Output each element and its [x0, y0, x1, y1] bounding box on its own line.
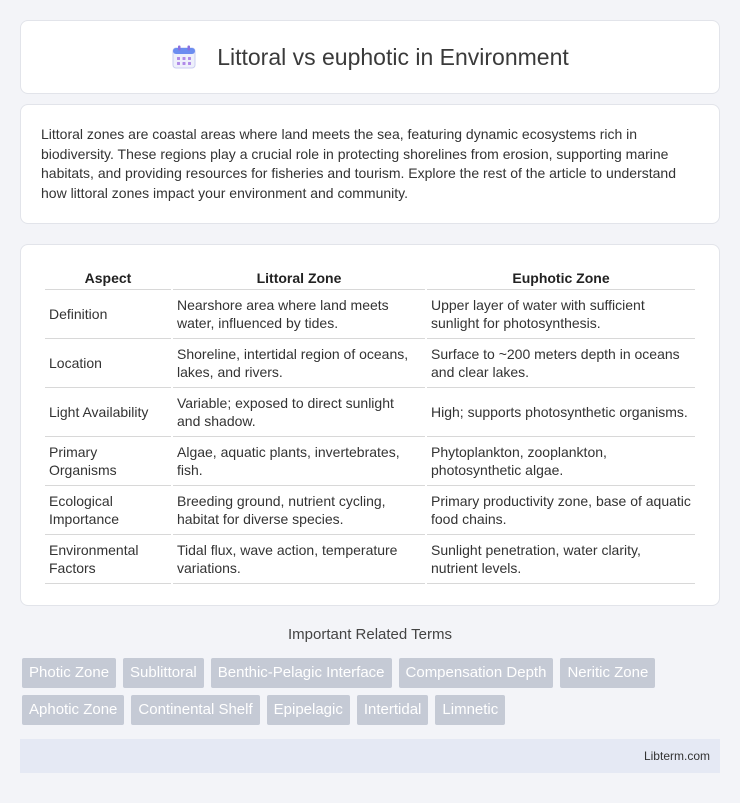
table-row [45, 437, 695, 486]
cell-littoral: Tidal flux, wave action, temperature variations. [173, 535, 425, 584]
related-terms-list [22, 658, 722, 732]
cell-aspect: Environmental Factors [45, 535, 171, 584]
related-term-tag[interactable]: Compensation Depth [399, 658, 554, 688]
header-euphotic: Euphotic Zone [427, 265, 695, 290]
related-term-tag[interactable]: Limnetic [435, 695, 505, 725]
cell-aspect: Definition [45, 290, 171, 339]
cell-littoral: Shoreline, intertidal region of oceans, lakes, and rivers. [173, 339, 425, 388]
related-term-tag[interactable]: Photic Zone [22, 658, 116, 688]
footer-site-link[interactable]: Libterm.com [643, 749, 710, 763]
table-row [45, 535, 695, 584]
table-row [45, 290, 695, 339]
cell-aspect: Primary Organisms [45, 437, 171, 486]
cell-euphotic: Upper layer of water with sufficient sunlight for photosynthesis. [427, 290, 695, 339]
cell-euphotic: Surface to ~200 meters depth in oceans and clear lakes. [427, 339, 695, 388]
cell-euphotic: Phytoplankton, zooplankton, photosynthetic algae. [427, 437, 695, 486]
related-term-tag[interactable]: Aphotic Zone [22, 695, 124, 725]
intro-text: Littoral zones are coastal areas where land meets the sea, featuring dynamic ecosystems rich in biodiversity. These regions play a crucial role in protecting shorelines from erosion, supporting marine habitats, and providing resources for fisheries and tourism. Explore the rest of the article to understand how littoral zones impact your environment and community. [41, 126, 677, 201]
table-row [45, 388, 695, 437]
table-header-row [45, 265, 695, 290]
table-row [45, 339, 695, 388]
cell-aspect: Light Availability [45, 388, 171, 437]
related-term-tag[interactable]: Sublittoral [123, 658, 204, 688]
header-littoral: Littoral Zone [173, 265, 425, 290]
table-row [45, 486, 695, 535]
intro-card [20, 104, 720, 224]
cell-littoral: Breeding ground, nutrient cycling, habitat for diverse species. [173, 486, 425, 535]
comparison-card [20, 244, 720, 606]
header-card [20, 20, 720, 94]
related-terms-title: Important Related Terms [288, 626, 452, 643]
cell-aspect: Location [45, 339, 171, 388]
calendar-icon [171, 44, 197, 70]
cell-littoral: Nearshore area where land meets water, influenced by tides. [173, 290, 425, 339]
related-term-tag[interactable]: Epipelagic [267, 695, 350, 725]
comparison-table [43, 265, 697, 584]
cell-euphotic: Sunlight penetration, water clarity, nutrient levels. [427, 535, 695, 584]
cell-aspect: Ecological Importance [45, 486, 171, 535]
footer [20, 739, 720, 773]
header-aspect: Aspect [45, 265, 171, 290]
related-term-tag[interactable]: Benthic-Pelagic Interface [211, 658, 392, 688]
cell-euphotic: High; supports photosynthetic organisms. [427, 388, 695, 437]
cell-littoral: Algae, aquatic plants, invertebrates, fish. [173, 437, 425, 486]
page-title: Littoral vs euphotic in Environment [217, 43, 569, 70]
cell-littoral: Variable; exposed to direct sunlight and shadow. [173, 388, 425, 437]
cell-euphotic: Primary productivity zone, base of aquatic food chains. [427, 486, 695, 535]
related-term-tag[interactable]: Continental Shelf [131, 695, 259, 725]
related-term-tag[interactable]: Neritic Zone [560, 658, 655, 688]
related-term-tag[interactable]: Intertidal [357, 695, 429, 725]
